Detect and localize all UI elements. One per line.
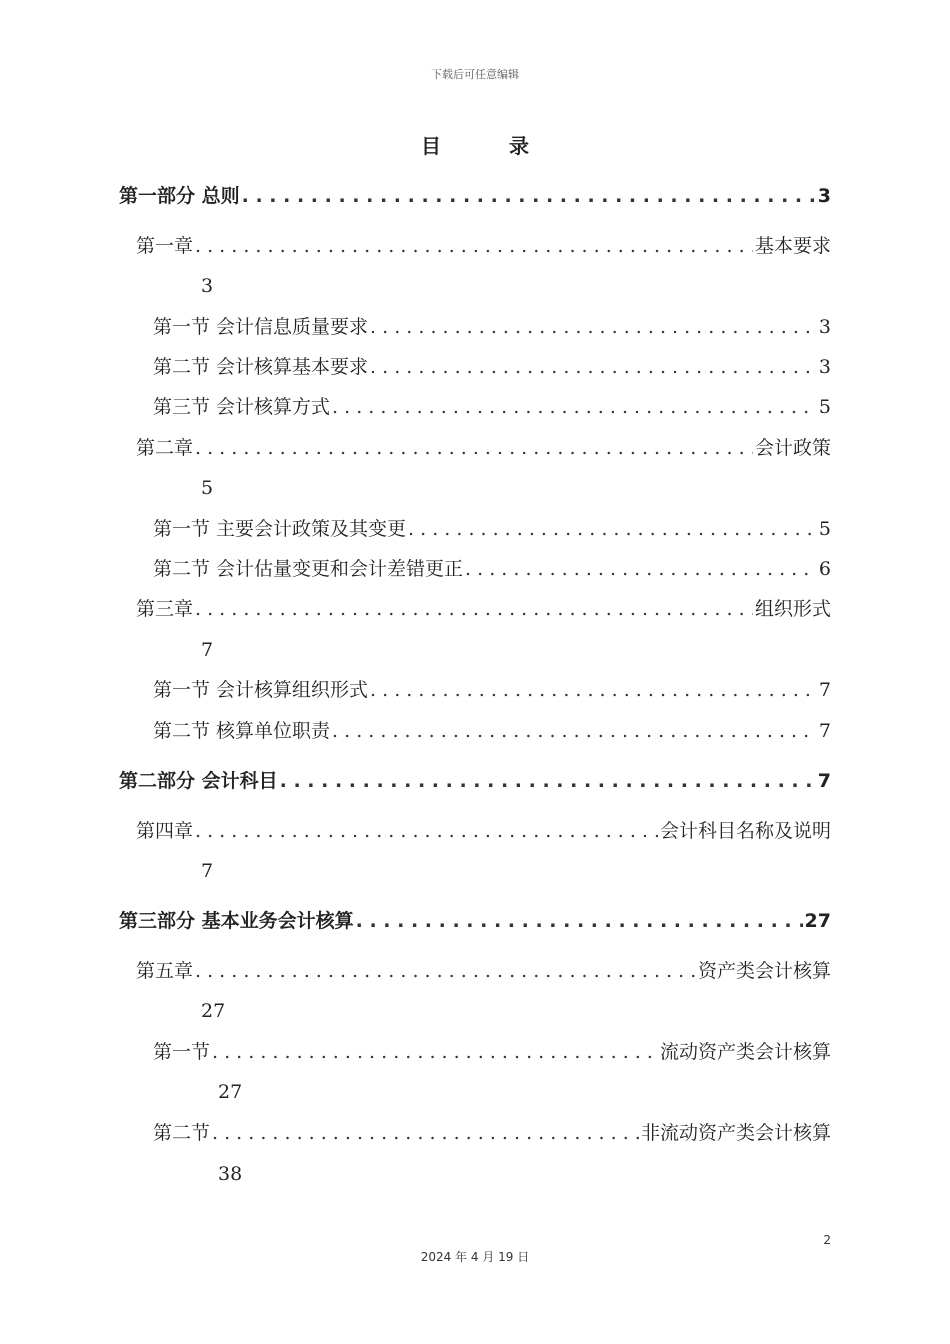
toc-entry-label: 第一节 会计核算组织形式 [153,679,369,701]
leader-dots [370,314,817,340]
toc-entry-page: 7 [818,679,831,701]
leader-dots [195,435,753,461]
toc-entry-page: 3 [818,356,831,378]
toc-entry-label: 第二节 核算单位职责 [153,720,331,742]
toc-entry-label: 第一节 会计信息质量要求 [153,316,369,338]
toc-entry-page: 7 [818,720,831,742]
leader-dots [212,1120,639,1146]
toc-entry[interactable] [136,596,831,622]
toc-entry[interactable] [153,314,831,340]
toc-entry-label: 第二节 会计估量变更和会计差错更正 [153,558,464,580]
leader-dots [280,768,816,794]
leader-dots [332,394,817,420]
leader-dots [370,677,817,703]
toc-entry-label: 第四章 [136,820,194,842]
toc-entry[interactable] [153,556,831,582]
toc-entry[interactable] [119,908,831,934]
toc-entry-page: 7 [201,860,214,882]
toc-entry[interactable] [136,435,831,461]
toc-entry[interactable] [119,183,831,209]
toc-entry-label: 第三节 会计核算方式 [153,396,331,418]
toc-entry-label: 第一节 [153,1041,211,1063]
toc-entry[interactable] [136,958,831,984]
page-number: 2 [823,1233,831,1247]
toc-entry-page: 3 [817,185,831,207]
toc-entry-title: 流动资产类会计核算 [659,1041,831,1063]
toc-entry-page: 5 [818,396,831,418]
leader-dots [242,183,816,209]
leader-dots [465,556,817,582]
toc-entry[interactable] [153,394,831,420]
toc-entry-label: 第五章 [136,960,194,982]
leader-dots [195,596,753,622]
leader-dots [332,718,817,744]
toc-entry[interactable] [153,677,831,703]
toc-entry-label: 第一节 主要会计政策及其变更 [153,518,407,540]
leader-dots [195,233,753,259]
toc-entry-page: 38 [218,1163,243,1185]
toc-entry-label: 第一章 [136,235,194,257]
toc-entry-title: 会计科目名称及说明 [659,820,831,842]
toc-entry-page: 6 [818,558,831,580]
toc-entry-label: 第三章 [136,598,194,620]
toc-entry-label: 第一部分 总则 [119,185,240,207]
toc-entry-page: 27 [804,910,831,932]
toc-entry[interactable] [136,818,831,844]
leader-dots [408,516,817,542]
toc-entry[interactable] [153,516,831,542]
leader-dots [212,1039,658,1065]
toc-entry-label: 第二部分 会计科目 [119,770,278,792]
toc-entry-title: 组织形式 [754,598,831,620]
toc-entry-page: 5 [818,518,831,540]
toc-entry-title: 基本要求 [754,235,831,257]
toc-entry-label: 第二节 [153,1122,211,1144]
toc-entry-title: 会计政策 [754,437,831,459]
toc-entry-page: 7 [817,770,831,792]
page-header-note: 下载后可任意编辑 [431,68,519,81]
toc-entry[interactable] [153,1039,831,1065]
toc-entry-page: 3 [818,316,831,338]
toc-entry-label: 第二节 会计核算基本要求 [153,356,369,378]
leader-dots [195,818,658,844]
toc-entry-page: 27 [218,1081,243,1103]
toc-entry-label: 第三部分 基本业务会计核算 [119,910,354,932]
toc-entry-page: 27 [201,1000,226,1022]
toc-entry[interactable] [153,354,831,380]
page-title: 目录 [421,134,597,158]
toc-entry[interactable] [153,718,831,744]
toc-entry-label: 第二章 [136,437,194,459]
toc-entry-title: 资产类会计核算 [697,960,831,982]
leader-dots [356,908,803,934]
toc-entry-title: 非流动资产类会计核算 [640,1122,831,1144]
toc-entry-page: 3 [201,275,214,297]
footer-date: 2024 年 4 月 19 日 [420,1250,530,1264]
toc-entry[interactable] [153,1120,831,1146]
toc-entry[interactable] [136,233,831,259]
leader-dots [195,958,696,984]
toc-entry-page: 5 [201,477,214,499]
toc-entry[interactable] [119,768,831,794]
leader-dots [370,354,817,380]
toc-entry-page: 7 [201,639,214,661]
